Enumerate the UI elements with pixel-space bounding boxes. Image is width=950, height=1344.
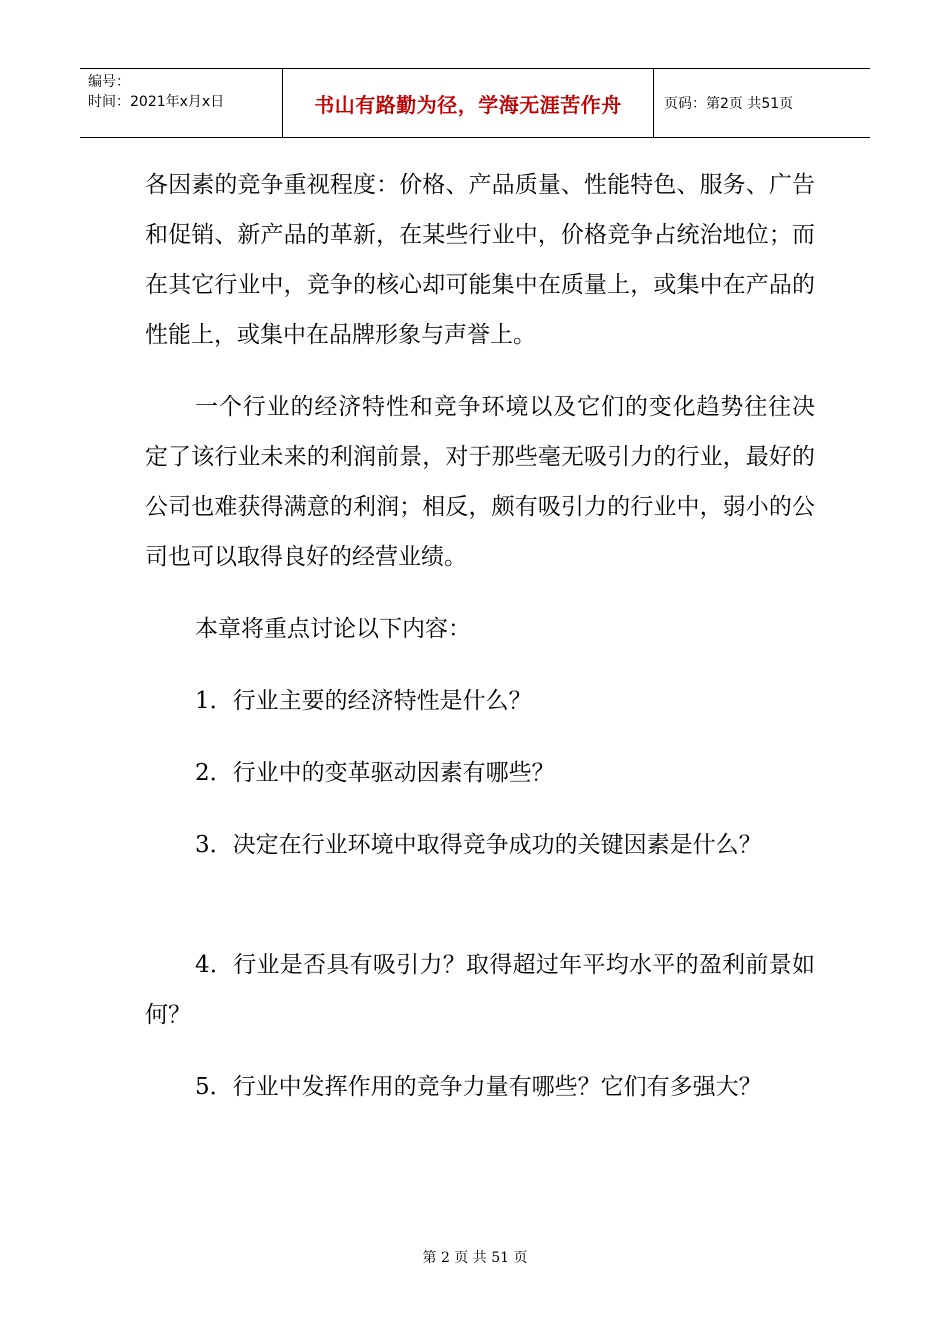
paragraph-industry-economics: 一个行业的经济特性和竞争环境以及它们的变化趋势往往决定了该行业未来的利润前景，对于那些毫无吸引力的行业，最好的公司也难获得满意的利润；相反，颇有吸引力的行业中，弱小的公司也可以取得良好的经营业绩。: [145, 394, 815, 570]
header-page-cell: [654, 69, 870, 137]
header-motto: 书山有路勤为径，学海无涯苦作舟: [314, 92, 622, 117]
document-number-label: 编号：: [88, 74, 130, 90]
list-item-4: 4．行业是否具有吸引力？取得超过年平均水平的盈利前景如何？: [145, 952, 815, 1028]
paragraph-chapter-intro: 本章将重点讨论以下内容：: [195, 616, 471, 642]
list-item-3: 3．决定在行业环境中取得竞争成功的关键因素是什么？: [195, 832, 762, 858]
paragraph-competition-factors: 各因素的竞争重视程度：价格、产品质量、性能特色、服务、广告和促销、新产品的革新，在某些行业中，价格竞争占统治地位；而在其它行业中，竞争的核心却可能集中在质量上，或集中在产品的性能上，或集中在品牌形象与声誉上。: [145, 172, 815, 348]
list-item-5: 5．行业中发挥作用的竞争力量有哪些？它们有多强大？: [195, 1074, 762, 1100]
header-meta-cell: [80, 69, 283, 137]
document-header: [80, 68, 870, 138]
list-item-1: 1．行业主要的经济特性是什么？: [195, 688, 532, 714]
header-motto-cell: [283, 69, 654, 137]
page-footer: 第 2 页 共 51 页: [422, 1250, 528, 1266]
document-time-label: 时间：2021年x月x日: [88, 94, 225, 110]
list-item-2: 2．行业中的变革驱动因素有哪些？: [195, 760, 555, 786]
document-body: [145, 160, 815, 1112]
header-page-info: 页码：第2页 共51页: [664, 96, 794, 112]
